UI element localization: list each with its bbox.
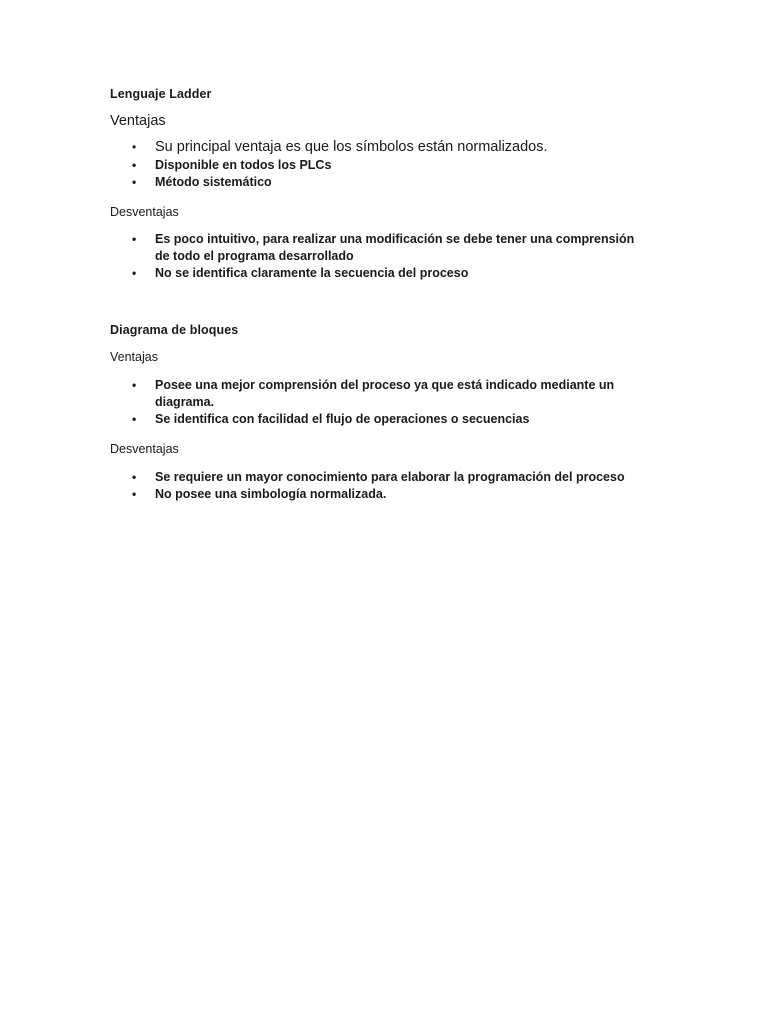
desventajas-label-ladder: Desventajas: [110, 205, 179, 219]
bullet-icon: •: [132, 158, 137, 172]
list-item: • Se identifica con facilidad el flujo de operaciones o secuencias: [132, 412, 530, 426]
bullet-icon: •: [132, 232, 137, 246]
list-item: • Posee una mejor comprensión del proceso ya que está indicado mediante un diagrama.: [132, 378, 615, 409]
ventajas-label-ladder: Ventajas: [110, 113, 166, 129]
bullet-icon: •: [132, 175, 137, 189]
list-item: • Método sistemático: [132, 175, 272, 189]
bullet-icon: •: [132, 412, 137, 426]
desventajas-list-bloques: [110, 469, 650, 503]
desventajas-list-ladder: [110, 231, 650, 282]
bullet-icon: •: [132, 487, 137, 501]
list-item: • No posee una simbología normalizada.: [132, 487, 387, 501]
ventajas-list-ladder: [110, 138, 650, 191]
list-item: • Es poco intuitivo, para realizar una modificación se debe tener una comprensión de todo el programa desarrollado: [132, 232, 635, 263]
section-title-ladder: Lenguaje Ladder: [110, 87, 212, 101]
ventajas-label-bloques: Ventajas: [110, 350, 158, 364]
bullet-icon: •: [132, 140, 137, 154]
list-item: • Se requiere un mayor conocimiento para elaborar la programación del proceso: [132, 470, 625, 484]
ventajas-list-bloques: [110, 377, 650, 428]
list-item: • Disponible en todos los PLCs: [132, 158, 332, 172]
section-title-bloques: Diagrama de bloques: [110, 323, 239, 337]
list-item: • Su principal ventaja es que los símbolos están normalizados.: [132, 139, 548, 155]
bullet-icon: •: [132, 378, 137, 392]
bullet-icon: •: [132, 266, 137, 280]
bullet-icon: •: [132, 470, 137, 484]
list-item: • No se identifica claramente la secuencia del proceso: [132, 266, 469, 280]
desventajas-label-bloques: Desventajas: [110, 442, 179, 456]
